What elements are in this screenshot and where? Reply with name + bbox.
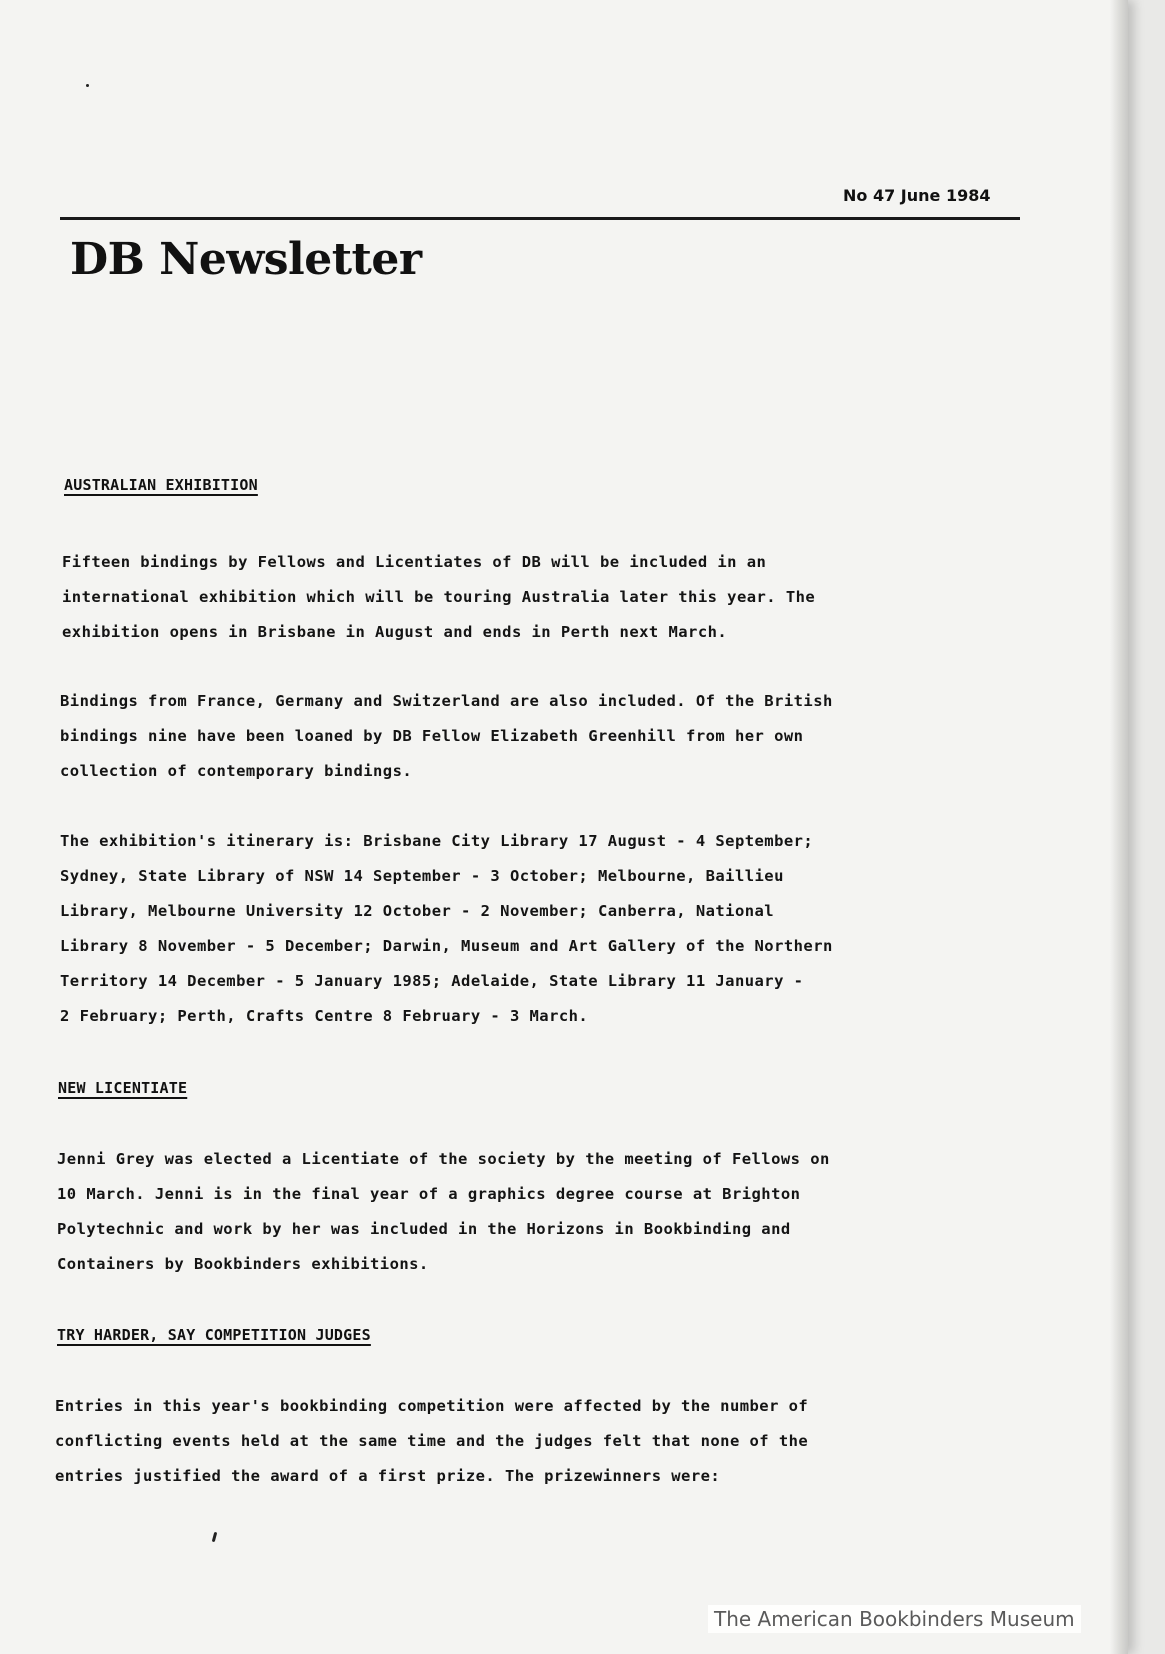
paragraph-exhibition-intro [62, 545, 815, 650]
paragraph-new-licentiate [57, 1142, 830, 1282]
museum-watermark: The American Bookbinders Museum [708, 1605, 1081, 1633]
text-line: Containers by Bookbinders exhibitions. [57, 1255, 429, 1273]
text-line: The exhibition's itinerary is: Brisbane City Library 17 August - 4 September; [60, 832, 814, 850]
paper-speck [212, 1532, 217, 1542]
paragraph-competition [55, 1389, 808, 1494]
text-line: collection of contemporary bindings. [60, 762, 413, 780]
text-line: Territory 14 December - 5 January 1985; Adelaide, State Library 11 January - [60, 972, 804, 990]
paragraph-exhibition-itinerary [60, 824, 833, 1034]
text-line: Library 8 November - 5 December; Darwin, Museum and Art Gallery of the Northern [60, 937, 833, 955]
text-line: Library, Melbourne University 12 October - 2 November; Canberra, National [60, 902, 775, 920]
section-heading-competition-judges: TRY HARDER, SAY COMPETITION JUDGES [57, 1326, 371, 1344]
text-line: Sydney, State Library of NSW 14 September - 3 October; Melbourne, Baillieu [60, 867, 784, 885]
newsletter-title: DB Newsletter [70, 234, 422, 285]
text-line: international exhibition which will be touring Australia later this year. The [62, 588, 816, 606]
text-line: Jenni Grey was elected a Licentiate of the society by the meeting of Fellows on [57, 1150, 830, 1168]
text-line: entries justified the award of a first prize. The prizewinners were: [55, 1467, 721, 1485]
text-line: conflicting events held at the same time and the judges felt that none of the [55, 1432, 809, 1450]
text-line: Polytechnic and work by her was included in the Horizons in Bookbinding and [57, 1220, 791, 1238]
section-heading-new-licentiate: NEW LICENTIATE [58, 1079, 188, 1097]
issue-number: No 47 June 1984 [843, 186, 991, 205]
paragraph-exhibition-bindings [60, 684, 833, 789]
masthead-rule [60, 217, 1020, 220]
section-heading-australian-exhibition: AUSTRALIAN EXHIBITION [64, 476, 258, 494]
text-line: 2 February; Perth, Crafts Centre 8 February - 3 March. [60, 1007, 589, 1025]
text-line: Fifteen bindings by Fellows and Licentiates of DB will be included in an [62, 553, 767, 571]
paper-speck [86, 84, 89, 87]
text-line: Entries in this year's bookbinding competition were affected by the number of [55, 1397, 809, 1415]
page-edge [1110, 0, 1128, 1654]
text-line: Bindings from France, Germany and Switzerland are also included. Of the British [60, 692, 833, 710]
text-line: exhibition opens in Brisbane in August and ends in Perth next March. [62, 623, 728, 641]
text-line: bindings nine have been loaned by DB Fellow Elizabeth Greenhill from her own [60, 727, 804, 745]
text-line: 10 March. Jenni is in the final year of a graphics degree course at Brighton [57, 1185, 801, 1203]
